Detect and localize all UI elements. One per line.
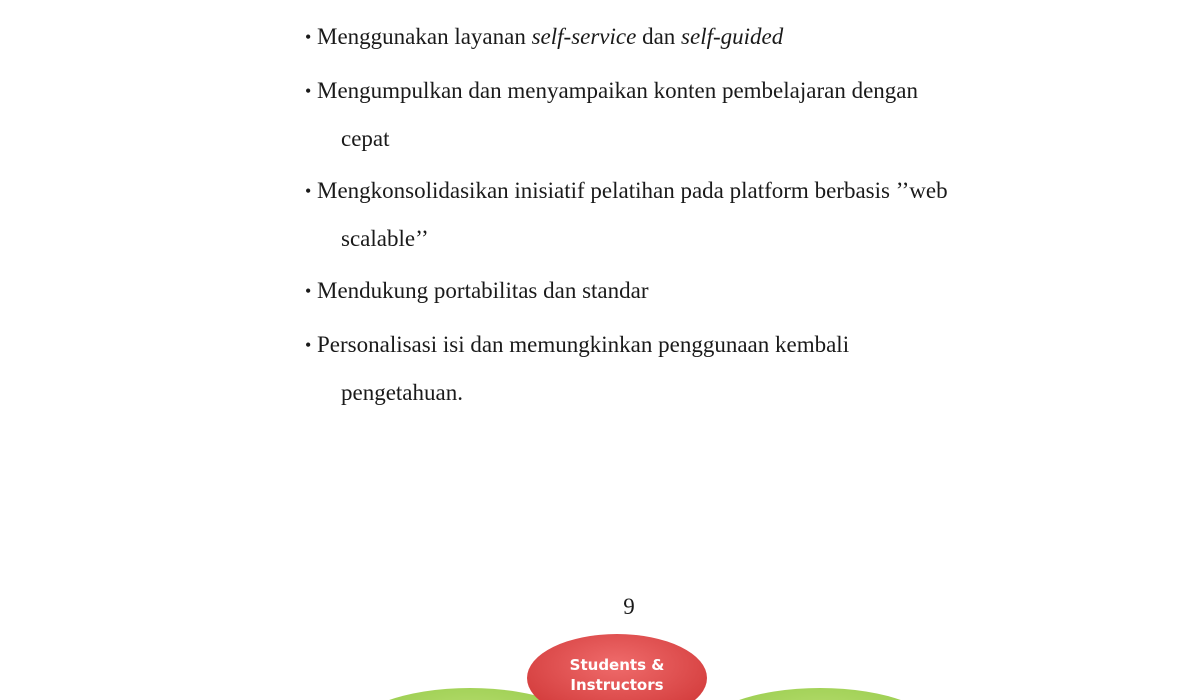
bullet-text-line1: Personalisasi isi dan memungkinkan penggunaan kembali — [317, 332, 850, 357]
diagram-svg — [300, 622, 940, 700]
diagram-node-center-label-line2: Instructors — [570, 676, 664, 694]
list-item — [305, 320, 1025, 416]
list-item — [305, 12, 1025, 62]
bullet-text-prefix: Menggunakan layanan — [317, 24, 532, 49]
bullet-list — [305, 12, 1025, 420]
list-item — [305, 66, 1025, 162]
bullet-text-line2: cepat — [341, 126, 390, 151]
bullet-text-line1: Mengkonsolidasikan inisiatif pelatihan pada platform berbasis ’’web — [317, 178, 948, 203]
list-item — [305, 166, 1025, 262]
bullet-dot-icon: • — [305, 281, 312, 301]
bullet-text-middle: dan — [636, 24, 682, 49]
bullet-text-italic: self-service — [531, 24, 637, 49]
bullet-text-line2: pengetahuan. — [341, 380, 463, 405]
diagram-node-center-label-line1: Students & — [569, 656, 665, 674]
bullet-text-line1: Mengumpulkan dan menyampaikan konten pembelajaran dengan — [317, 78, 918, 103]
bullet-dot-icon: • — [305, 27, 312, 47]
bullet-dot-icon: • — [305, 181, 312, 201]
bullet-dot-icon: • — [305, 335, 312, 355]
bullet-text-line1: Mendukung portabilitas dan standar — [317, 278, 649, 303]
page-number: 9 — [623, 594, 635, 619]
bullet-text-italic: self-guided — [681, 24, 784, 49]
bullet-text-line2: scalable’’ — [341, 226, 429, 251]
list-item — [305, 266, 1025, 316]
diagram-figure — [300, 622, 940, 700]
bullet-dot-icon: • — [305, 81, 312, 101]
diagram-node-right — [700, 688, 940, 700]
